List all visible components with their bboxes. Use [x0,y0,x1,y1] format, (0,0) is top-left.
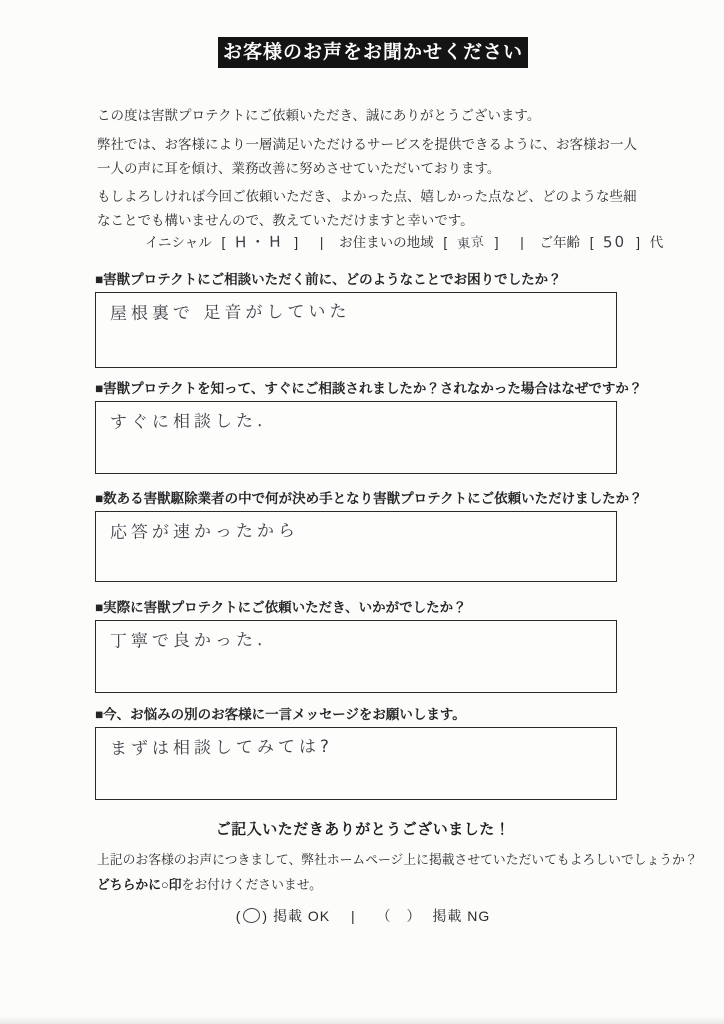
age-label: ご年齢 [539,235,581,250]
form-title: お客様のお声をお聞かせください [218,37,528,68]
publish-ng-label: 掲載 NG [432,908,491,924]
publish-divider: | [350,908,356,924]
profile-divider-1: | [319,235,324,250]
question-label: ■害獣プロテクトにご相談いただく前に、どのようなことでお困りでしたか？ [95,272,562,287]
question-label: ■今、お悩みの別のお客様に一言メッセージをお願いします。 [95,707,466,722]
handwritten-age: 50 [603,232,627,252]
question-label: ■実際に害獣プロテクトにご依頼いただき、いかがでしたか？ [95,600,467,615]
handwritten-answer: まずは相談してみては? [109,736,334,760]
consent-instruction-rest: をお付けくださいませ。 [181,877,322,892]
question-section-1 [95,268,617,368]
customer-profile-line [145,231,664,253]
ng-parens: （ ） [376,908,422,924]
bracket-open-3: [ [589,235,594,250]
scan-bottom-shadow [0,1016,724,1024]
question-section-5 [95,703,617,800]
intro-paragraph-1: この度は害獣プロテクトにご依頼いただき、誠にありがとうございます。 [97,107,541,123]
bracket-close-2: ] [494,235,499,250]
handwritten-circle-mark [242,907,261,924]
question-label: ■害獣プロテクトを知って、すぐにご相談されましたか？されなかった場合はなぜですか？ [95,381,643,396]
handwritten-answer: 屋根裏で 足音がしていた [109,301,351,325]
intro-paragraph-3: もしよろしければ今回ご依頼いただき、よかった点、嬉しかった点など、どのような些細なことでも構いませんので、教えていただけますと幸いです。 [97,188,637,228]
answer-box [95,620,617,693]
bracket-open-2: [ [443,235,448,250]
bracket-close-3: ] [636,235,640,250]
answer-box [95,401,617,474]
ok-paren-open: ( [235,908,242,924]
question-section-3 [95,487,643,582]
handwritten-answer: すぐに相談した. [109,411,267,433]
handwritten-area: 東京 [456,234,487,253]
intro-paragraph-2: 弊社では、お客様により一層満足いただけるサービスを提供できるように、お客様お一人一人の声に耳を傾け、業務改善に努めさせていただいております。 [97,136,637,176]
answer-box [95,511,617,582]
bracket-close: ] [294,235,299,250]
publish-ok-label: 掲載 OK [272,908,331,924]
consent-question: 上記のお客様のお声につきまして、弊社ホームページ上に掲載させていただいてもよろしいでしょうか？ [97,852,698,867]
answer-box [95,727,617,800]
publish-choice-line [97,906,629,926]
ok-paren-close: ) [262,908,269,924]
initial-label: イニシャル [145,235,212,250]
bracket-open: [ [221,235,226,250]
profile-divider-2: | [520,235,524,250]
handwritten-initial: H・H [234,232,285,252]
consent-instruction-bold: どちらかに○印 [97,877,182,892]
question-section-4 [95,596,617,693]
question-label: ■数ある害獣駆除業者の中で何が決め手となり害獣プロテクトにご依頼いただけましたか？ [95,491,643,506]
answer-box [95,292,617,368]
thank-you-line: ご記入いただきありがとうございました！ [215,821,511,838]
consent-instruction [97,874,637,893]
area-label: お住まいの地域 [339,235,434,250]
age-suffix: 代 [649,235,664,250]
handwritten-answer: 丁寧で良かった. [109,630,267,652]
question-section-2 [95,377,643,474]
handwritten-answer: 応答が速かったから [109,521,300,543]
